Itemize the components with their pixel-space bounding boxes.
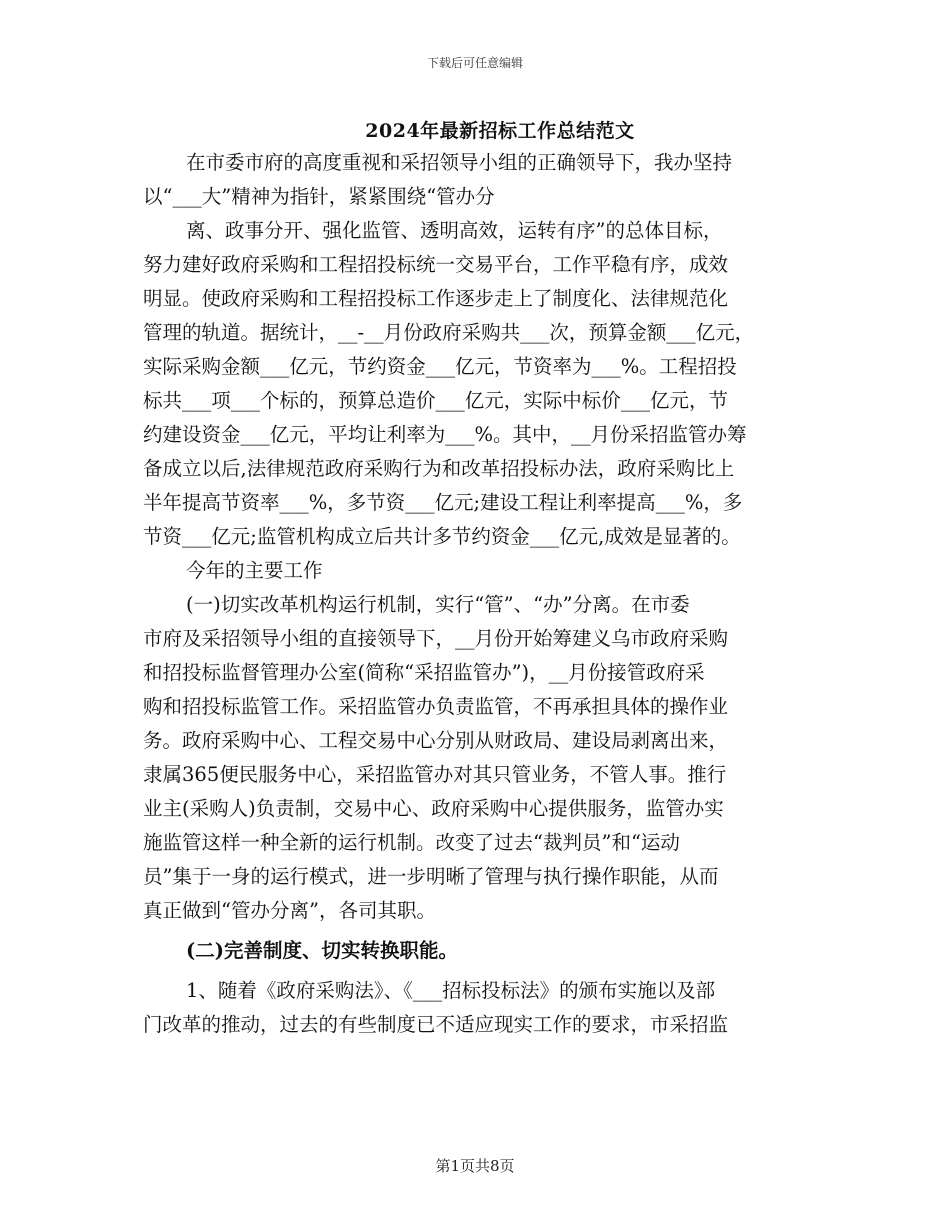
document-title: 2024年最新招标工作总结范文 bbox=[365, 120, 635, 142]
body-line: 管理的轨道。据统计，__-__月份政府采购共___次，预算金额___亿元， bbox=[143, 321, 755, 344]
section-heading: 今年的主要工作 bbox=[186, 559, 323, 582]
body-line: 努力建好政府采购和工程招投标统一交易平台，工作平稳有序，成效 bbox=[143, 253, 729, 276]
body-line: 在市委市府的高度重视和采招领导小组的正确领导下，我办坚持 bbox=[186, 151, 733, 174]
body-line: 隶属365便民服务中心，采招监管办对其只管业务，不管人事。推行 bbox=[143, 763, 727, 786]
body-line: 业主(采购人)负责制，交易中心、政府采购中心提供服务，监管办实 bbox=[143, 797, 724, 820]
body-line: 半年提高节资率___%，多节资___亿元;建设工程让利率提高___%，多 bbox=[143, 491, 743, 514]
body-line: 以“___大”精神为指针，紧紧围绕“管办分 bbox=[143, 185, 495, 208]
body-line: 标共___项___个标的，预算总造价___亿元，实际中标价___亿元，节 bbox=[143, 389, 729, 412]
header-note: 下载后可任意编辑 bbox=[426, 56, 523, 70]
body-line: (一)切实改革机构运行机制，实行“管”、“办”分离。在市委 bbox=[186, 593, 690, 616]
body-line: 员”集于一身的运行模式，进一步明晰了管理与执行操作职能，从而 bbox=[143, 865, 719, 888]
body-line: 和招投标监督管理办公室(简称“采招监管办”)，__月份接管政府采 bbox=[143, 661, 705, 684]
body-line: 务。政府采购中心、工程交易中心分别从财政局、建设局剥离出来， bbox=[143, 729, 729, 752]
body-line: 备成立以后,法律规范政府采购行为和改革招投标办法，政府采购比上 bbox=[143, 457, 735, 480]
body-line: 施监管这样一种全新的运行机制。改变了过去“裁判员”和“运动 bbox=[143, 831, 680, 854]
section-heading: (二)完善制度、切实转换职能。 bbox=[186, 939, 458, 962]
document-body bbox=[143, 146, 823, 1042]
body-line: 离、政事分开、强化监管、透明高效，运转有序”的总体目标， bbox=[186, 219, 723, 242]
body-line: 市府及采招领导小组的直接领导下，__月份开始筹建义乌市政府采购 bbox=[143, 627, 729, 650]
body-line: 实际采购金额___亿元，节约资金___亿元，节资率为___%。工程招投 bbox=[143, 355, 737, 378]
page-number: 第1页共8页 bbox=[435, 1157, 515, 1175]
body-line: 真正做到“管办分离”，各司其职。 bbox=[143, 899, 436, 922]
body-line: 购和招投标监管工作。采招监管办负责监管，不再承担具体的操作业 bbox=[143, 695, 729, 718]
body-line: 明显。使政府采购和工程招投标工作逐步走上了制度化、法律规范化 bbox=[143, 287, 729, 310]
body-line: 节资___亿元;监管机构成立后共计多节约资金___亿元,成效是显著的。 bbox=[143, 525, 741, 548]
body-line: 门改革的推动，过去的有些制度已不适应现实工作的要求，市采招监 bbox=[143, 1013, 729, 1036]
body-line: 1、随着《政府采购法》、《___招标投标法》的颁布实施以及部 bbox=[186, 979, 716, 1002]
body-line: 约建设资金___亿元，平均让利率为___%。其中，__月份采招监管办筹 bbox=[143, 423, 747, 446]
